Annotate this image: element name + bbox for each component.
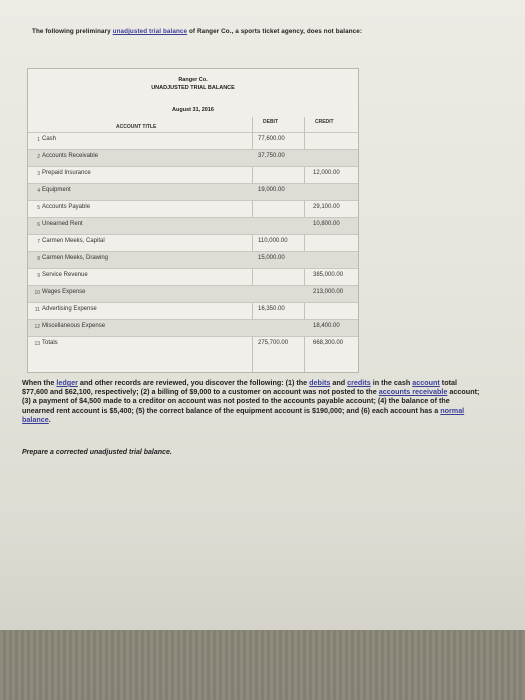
debit-total: 275,700.00 xyxy=(258,340,289,346)
debit-amount: 110,000.00 xyxy=(258,238,288,244)
account-name: Prepaid Insurance xyxy=(42,170,91,176)
account-name: Equipment xyxy=(42,187,71,193)
company-name: Ranger Co. xyxy=(178,77,208,83)
credit-amount: 213,000.00 xyxy=(313,289,344,295)
account-name: Service Revenue xyxy=(42,272,88,278)
row-number: 7 xyxy=(37,239,40,245)
account-title-header: ACCOUNT TITLE xyxy=(116,124,157,130)
account-name: Carmen Meeks, Drawing xyxy=(42,255,109,261)
table-row xyxy=(28,183,358,200)
account-name: Miscellaneous Expense xyxy=(42,323,106,329)
ledger-link[interactable]: ledger xyxy=(56,378,78,387)
totals-row xyxy=(28,336,358,353)
trial-balance-table xyxy=(27,68,359,373)
table-row xyxy=(28,166,358,183)
trial-balance-date: August 31, 2016 xyxy=(172,107,214,113)
account-name: Cash xyxy=(42,136,57,142)
debit-header: DEBIT xyxy=(263,119,278,125)
row-number: 5 xyxy=(37,205,40,211)
debit-amount: 19,000.00 xyxy=(258,187,285,193)
row-number: 13 xyxy=(34,341,40,347)
debit-amount: 37,750.00 xyxy=(258,153,285,159)
row-number: 12 xyxy=(34,324,40,330)
background-carpet xyxy=(0,630,525,700)
table-row xyxy=(28,200,358,217)
row-number: 6 xyxy=(37,222,40,228)
credit-header: CREDIT xyxy=(315,119,334,125)
row-number: 11 xyxy=(34,307,40,313)
debit-amount: 15,000.00 xyxy=(258,255,285,261)
credit-total: 668,300.00 xyxy=(313,340,344,346)
row-number: 8 xyxy=(37,256,40,262)
accounts-receivable-link[interactable]: accounts receivable xyxy=(378,387,448,397)
account-name: Carmen Meeks, Capital xyxy=(42,238,105,244)
problem-paragraph: When the ledger and other records are reviewed, you discover the following: (1) the debits and credits in the cash account total $77,600 and $62,100, respectively; (2) a billing of $9,000 to a customer on account was not posted to the accounts receivable account; (3) a payment of $4,500 made to a creditor on account was not posted to the accounts payable account; (4) the balance of the unearned rent account is $5,400; (5) the correct balance of the equipment account is $190,000; and (6) each account has a normal balance. xyxy=(22,378,480,424)
account-name: Advertising Expense xyxy=(42,306,97,312)
table-row xyxy=(28,302,358,319)
row-number: 4 xyxy=(37,188,40,194)
credit-amount: 12,000.00 xyxy=(313,170,340,176)
account-name: Totals xyxy=(42,340,58,346)
table-row xyxy=(28,319,358,336)
row-number: 10 xyxy=(34,290,40,296)
account-name: Unearned Rent xyxy=(42,221,83,227)
table-row xyxy=(28,234,358,251)
credit-amount: 10,800.00 xyxy=(313,221,340,227)
credit-amount: 29,100.00 xyxy=(313,204,340,210)
table-row xyxy=(28,251,358,268)
row-number: 9 xyxy=(37,273,40,279)
debit-amount: 77,600.00 xyxy=(258,136,285,142)
credit-amount: 385,000.00 xyxy=(313,272,344,278)
account-name: Wages Expense xyxy=(42,289,86,295)
intro-text xyxy=(32,28,502,35)
table-row xyxy=(28,285,358,302)
row-number: 1 xyxy=(37,137,40,143)
intro-post: of Ranger Co., a sports ticket agency, does not balance: xyxy=(187,28,363,35)
intro-pre: The following preliminary xyxy=(32,28,113,35)
account-name: Accounts Payable xyxy=(42,204,91,210)
table-row xyxy=(28,132,358,149)
row-number: 2 xyxy=(37,154,40,160)
trial-balance-title: UNADJUSTED TRIAL BALANCE xyxy=(151,85,235,91)
normal-balance-link[interactable]: normal balance xyxy=(22,405,465,424)
credits-link[interactable]: credits xyxy=(347,378,371,387)
table-row xyxy=(28,268,358,285)
credit-amount: 18,400.00 xyxy=(313,323,340,329)
account-name: Accounts Receivable xyxy=(42,153,99,159)
row-number: 3 xyxy=(37,171,40,177)
table-row xyxy=(28,149,358,166)
table-row xyxy=(28,217,358,234)
debits-link[interactable]: debits xyxy=(309,378,331,387)
account-link[interactable]: account xyxy=(412,378,440,387)
debit-amount: 16,350.00 xyxy=(258,306,285,312)
trial-balance-link[interactable]: unadjusted trial balance xyxy=(112,28,188,35)
task-instruction: Prepare a corrected unadjusted trial balance. xyxy=(22,449,172,456)
